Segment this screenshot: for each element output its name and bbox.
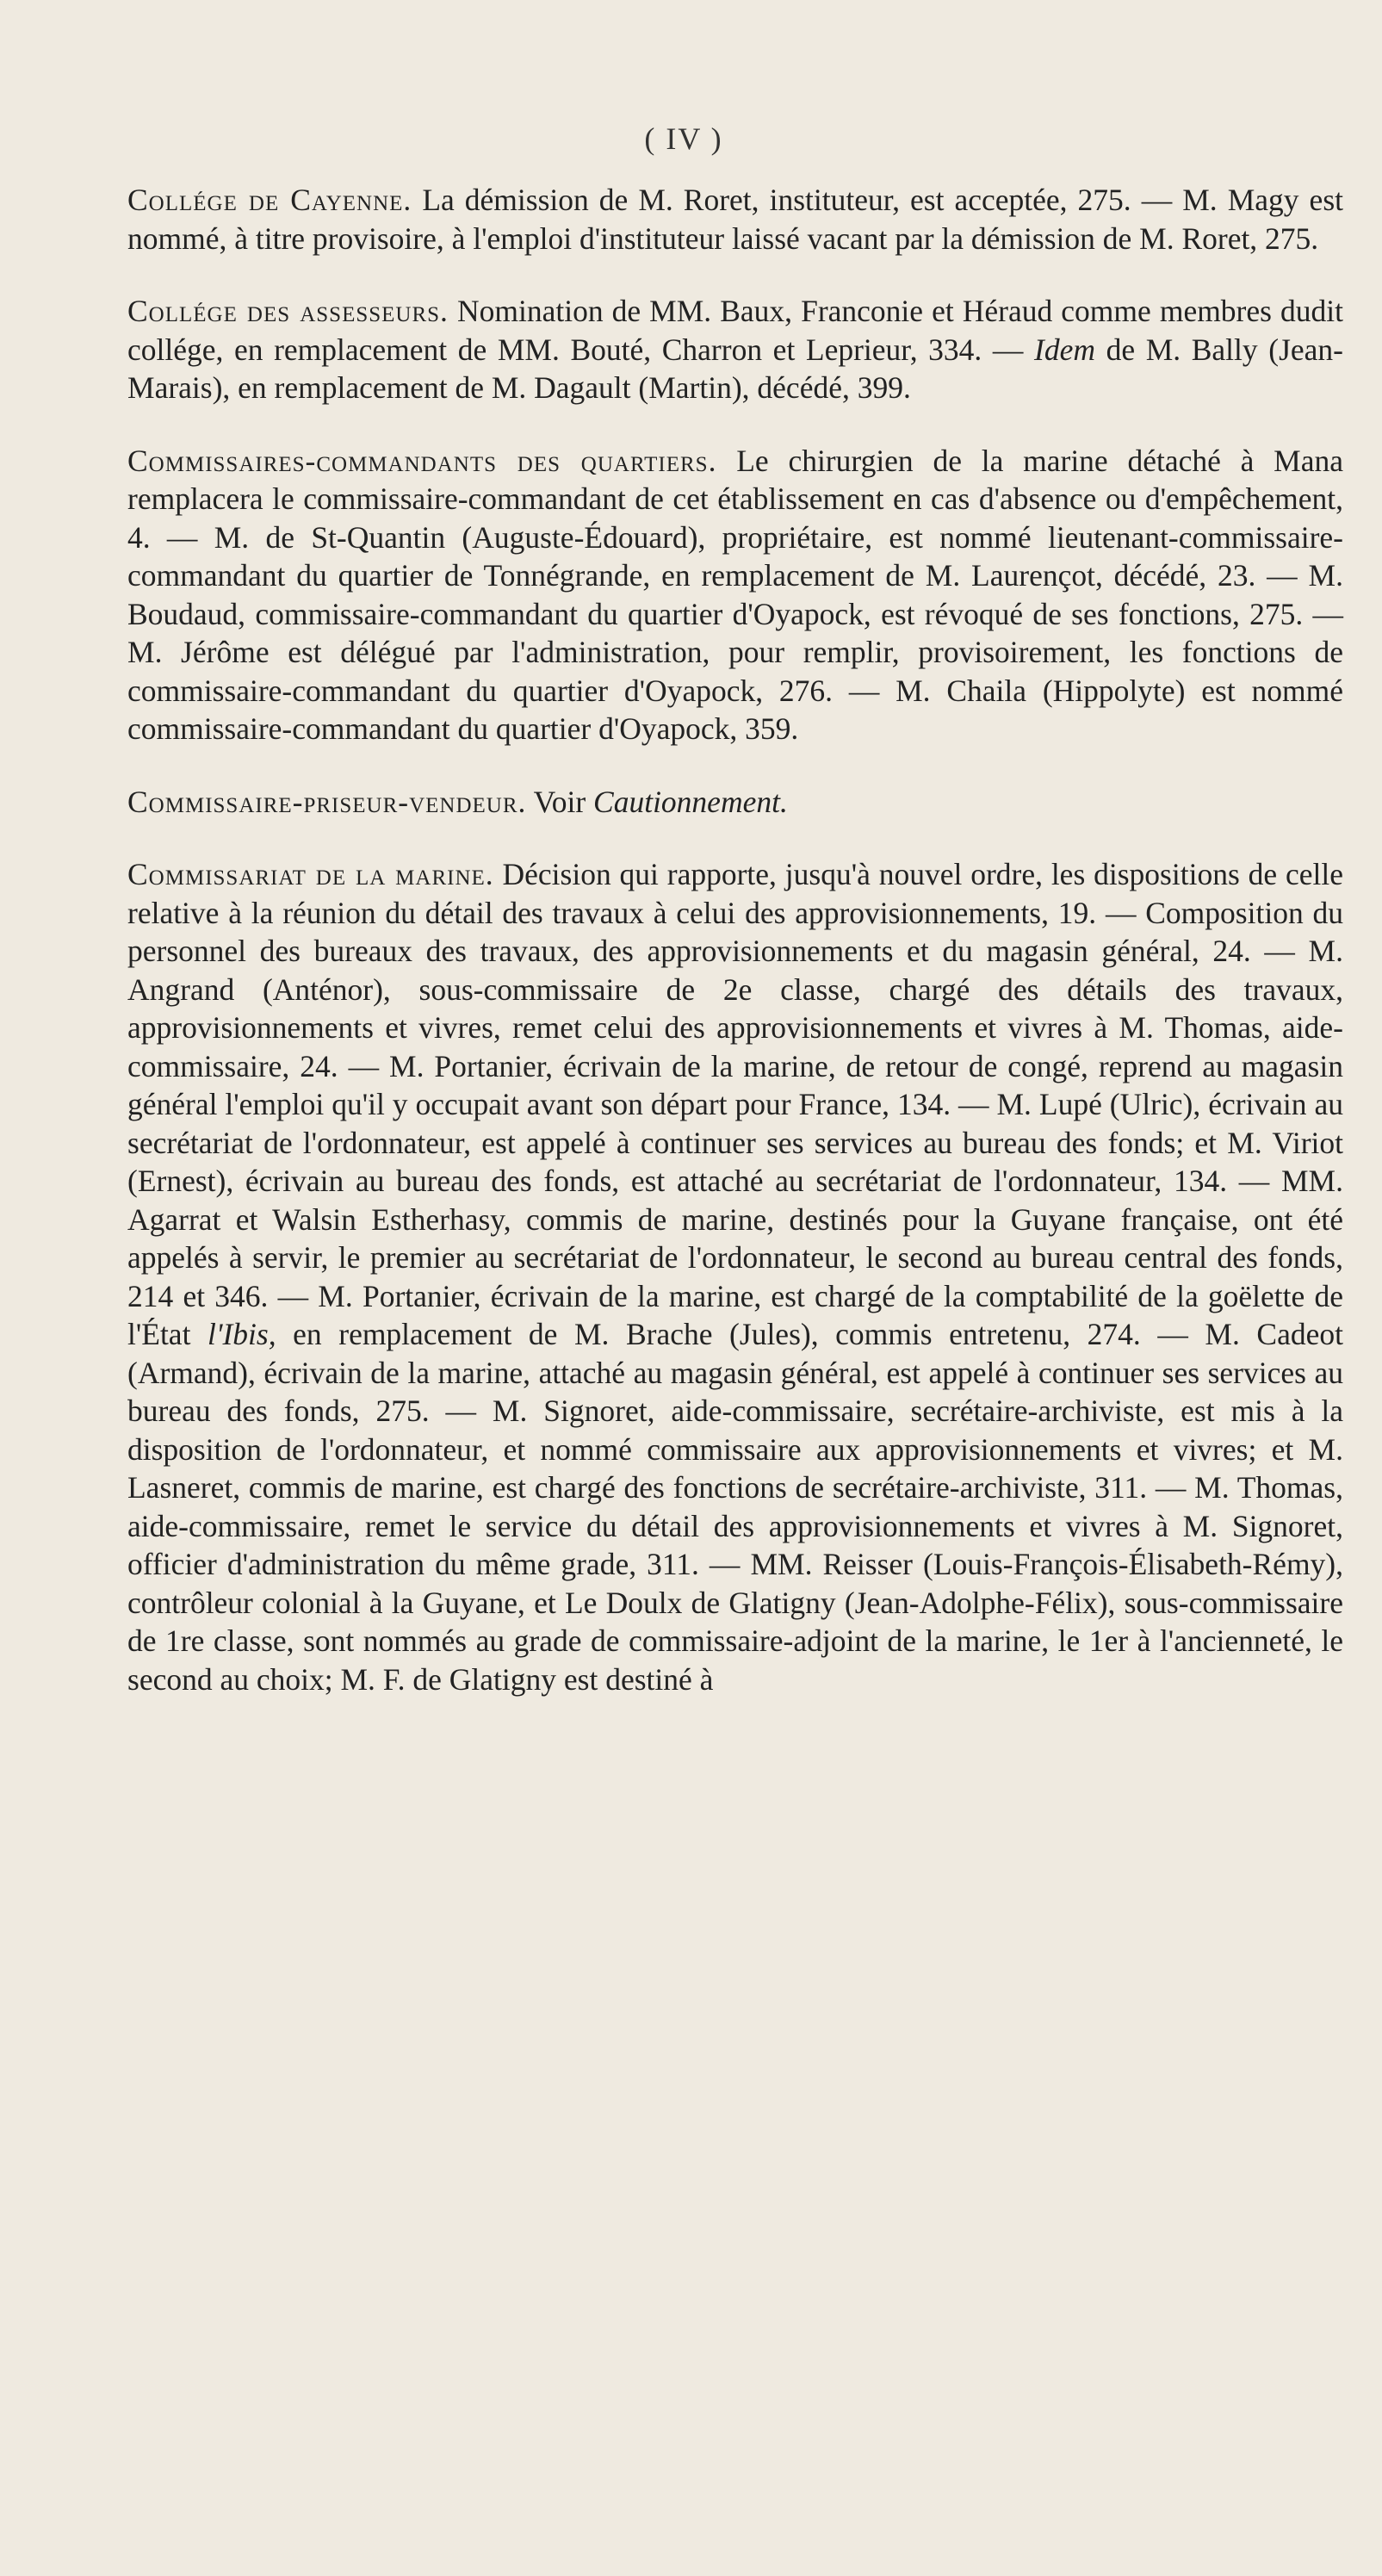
entry-text-continued: de M. Bally (Jean-Marais), en remplacement de M. Dagault (Martin), décédé, 399. bbox=[127, 332, 1343, 405]
entry-heading: Commissaire-priseur-vendeur. bbox=[127, 784, 527, 819]
entry-cross-reference: Cautionnement. bbox=[593, 784, 788, 819]
entry-commissaires-commandants bbox=[127, 442, 1343, 748]
entry-italic-ship-name: l'Ibis, bbox=[208, 1317, 276, 1351]
entry-college-cayenne bbox=[127, 181, 1343, 258]
entry-commissariat-marine bbox=[127, 855, 1343, 1698]
entry-text-continued: en remplacement de M. Brache (Jules), commis entretenu, 274. — M. Cadeot (Armand), écrivain de la marine, attaché au magasin général, est appelé à continuer ses services au bureau des fonds, 275. — M. Signoret, aide-commissaire, secrétaire-archiviste, est mis à la disposition de l'ordonnateur, et nommé commissaire aux approvisionnements et vivres; et M. Lasneret, commis de marine, est chargé des fonctions de secrétaire-archiviste, 311. — M. Thomas, aide-commissaire, remet le service du détail des approvisionnements et vivres à M. Signoret, officier d'administration du même grade, 311. — MM. Reisser (Louis-François-Élisabeth-Rémy), contrôleur colonial à la Guyane, et Le Doulx de Glatigny (Jean-Adolphe-Félix), sous-commissaire de 1re classe, sont nommés au grade de commissaire-adjoint de la marine, le 1er à l'ancienneté, le second au choix; M. F. de Glatigny est destiné à bbox=[127, 1317, 1343, 1697]
entry-heading: Collége des assesseurs. bbox=[127, 294, 449, 328]
page-number: ( IV ) bbox=[644, 121, 723, 156]
entry-heading: Collége de Cayenne. bbox=[127, 183, 412, 217]
entry-text: Décision qui rapporte, jusqu'à nouvel ordre, les dispositions de celle relative à la réunion du détail des travaux à celui des approvisionnements, 19. — Composition du personnel des bureaux des travaux, des approvisionnements et du magasin général, 24. — M. Angrand (Anténor), sous-commissaire de 2e classe, chargé des détails des travaux, approvisionnements et vivres, remet celui des approvisionnements et vivres à M. Thomas, aide-commissaire, 24. — M. Portanier, écrivain de la marine, de retour de congé, reprend au magasin général l'emploi qu'il y occupait avant son départ pour France, 134. — M. Lupé (Ulric), écrivain au secrétariat de l'ordonnateur, est appelé à continuer ses services au bureau des fonds; et M. Viriot (Ernest), écrivain au bureau des fonds, est attaché au secrétariat de l'ordonnateur, 134. — MM. Agarrat et Walsin Estherhasy, commis de marine, destinés pour la Guyane française, ont été appelés à servir, le premier au secrétariat de l'ordonnateur, le second au bureau central des fonds, 214 et 346. — M. Portanier, écrivain de la marine, est chargé de la comptabilité de la goëlette de l'État bbox=[127, 857, 1343, 1351]
entry-college-assesseurs bbox=[127, 292, 1343, 407]
entry-text: Voir bbox=[526, 784, 594, 819]
entry-commissaire-priseur bbox=[127, 783, 1343, 822]
entry-italic-term: Idem bbox=[1034, 332, 1095, 367]
entry-heading: Commissaires-commandants des quartiers. bbox=[127, 443, 717, 478]
entry-text: Nomination de MM. Baux, Franconie et Héraud comme membres dudit collége, en remplacement de MM. Bouté, Charron et Leprieur, 334. — bbox=[127, 294, 1343, 367]
entry-text: Le chirurgien de la marine détaché à Mana remplacera le commissaire-commandant de cet établissement en cas d'absence ou d'empêchement, 4. — M. de St-Quantin (Auguste-Édouard), propriétaire, est nommé lieutenant-commissaire-commandant du quartier de Tonnégrande, en remplacement de M. Laurençot, décédé, 23. — M. Boudaud, commissaire-commandant du quartier d'Oyapock, est révoqué de ses fonctions, 275. — M. Jérôme est délégué par l'administration, pour remplir, provisoirement, les fonctions de commissaire-commandant du quartier d'Oyapock, 276. — M. Chaila (Hippolyte) est nommé commissaire-commandant du quartier d'Oyapock, 359. bbox=[127, 443, 1343, 746]
entry-text: La démission de M. Roret, instituteur, est acceptée, 275. — M. Magy est nommé, à titre provisoire, à l'emploi d'instituteur laissé vacant par la démission de M. Roret, 275. bbox=[127, 183, 1343, 256]
entry-heading: Commissariat de la marine. bbox=[127, 857, 494, 891]
